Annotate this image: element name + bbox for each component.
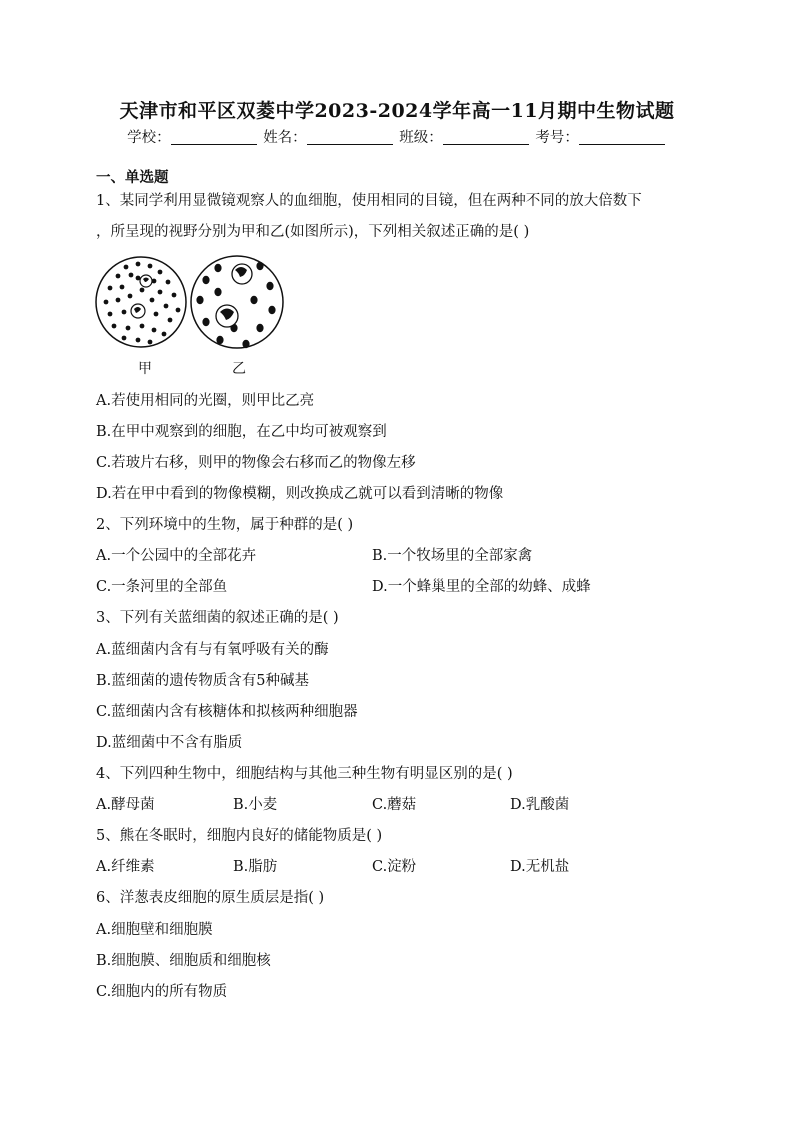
label-jia: 甲 [138, 361, 152, 377]
question-1-option-a: A.若使用相同的光圈，则甲比乙亮 [96, 393, 315, 409]
question-6-stem: 6、洋葱表皮细胞的原生质层是指( ) [96, 890, 325, 906]
question-6-option-c: C.细胞内的所有物质 [96, 984, 228, 1000]
exam-number-label: 考号： [535, 130, 579, 146]
question-6-option-a: A.细胞壁和细胞膜 [96, 922, 213, 938]
question-3-option-a: A.蓝细菌内含有与有氧呼吸有关的酶 [96, 642, 329, 658]
question-1-stem-line-2: ，所呈现的视野分别为甲和乙(如图所示)，下列相关叙述正确的是( ) [96, 224, 530, 240]
section-heading: 一、单选题 [96, 169, 169, 186]
school-blank [171, 130, 257, 145]
microscope-figure [94, 248, 294, 378]
question-5-option-d: D.无机盐 [510, 859, 570, 875]
exam-number-blank [579, 130, 665, 145]
class-label: 班级： [399, 130, 443, 146]
field-jia [96, 257, 186, 347]
question-4-option-b: B.小麦 [233, 797, 278, 813]
question-6-option-b: B.细胞膜、细胞质和细胞核 [96, 953, 271, 969]
question-2-option-b: B.一个牧场里的全部家禽 [372, 548, 533, 564]
question-1-option-b: B.在甲中观察到的细胞，在乙中均可被观察到 [96, 424, 387, 440]
question-1-option-d: D.若在甲中看到的物像模糊，则改换成乙就可以看到清晰的物像 [96, 486, 504, 502]
school-label: 学校： [127, 130, 171, 146]
exam-title: 天津市和平区双菱中学2023-2024学年高一11月期中生物试题 [119, 100, 675, 122]
question-2-stem: 2、下列环境中的生物，属于种群的是( ) [96, 517, 354, 533]
question-4-stem: 4、下列四种生物中，细胞结构与其他三种生物有明显区别的是( ) [96, 766, 513, 782]
question-5-option-b: B.脂肪 [233, 859, 278, 875]
label-yi: 乙 [232, 361, 246, 377]
question-3-option-d: D.蓝细菌中不含有脂质 [96, 735, 243, 751]
question-5-stem: 5、熊在冬眠时，细胞内良好的储能物质是( ) [96, 828, 383, 844]
question-4-option-d: D.乳酸菌 [510, 797, 570, 813]
question-1-option-c: C.若玻片右移，则甲的物像会右移而乙的物像左移 [96, 455, 416, 471]
class-blank [443, 130, 529, 145]
question-5-option-c: C.淀粉 [372, 859, 417, 875]
question-5-option-a: A.纤维素 [96, 859, 155, 875]
question-4-option-c: C.蘑菇 [372, 797, 417, 813]
question-2-option-a: A.一个公园中的全部花卉 [96, 548, 257, 564]
question-3-option-c: C.蓝细菌内含有核糖体和拟核两种细胞器 [96, 704, 358, 720]
question-3-stem: 3、下列有关蓝细菌的叙述正确的是( ) [96, 610, 339, 626]
question-1-stem-line-1: 1、某同学利用显微镜观察人的血细胞，使用相同的目镜，但在两种不同的放大倍数下 [96, 193, 642, 209]
question-3-option-b: B.蓝细菌的遗传物质含有5种碱基 [96, 673, 309, 689]
name-blank [307, 130, 393, 145]
field-yi [191, 256, 283, 348]
question-4-option-a: A.酵母菌 [96, 797, 155, 813]
microscope-fields-svg [94, 248, 294, 360]
student-info-line [0, 126, 794, 147]
question-2-option-c: C.一条河里的全部鱼 [96, 579, 228, 595]
name-label: 姓名： [263, 130, 307, 146]
question-2-option-d: D.一个蜂巢里的全部的幼蜂、成蜂 [372, 579, 591, 595]
